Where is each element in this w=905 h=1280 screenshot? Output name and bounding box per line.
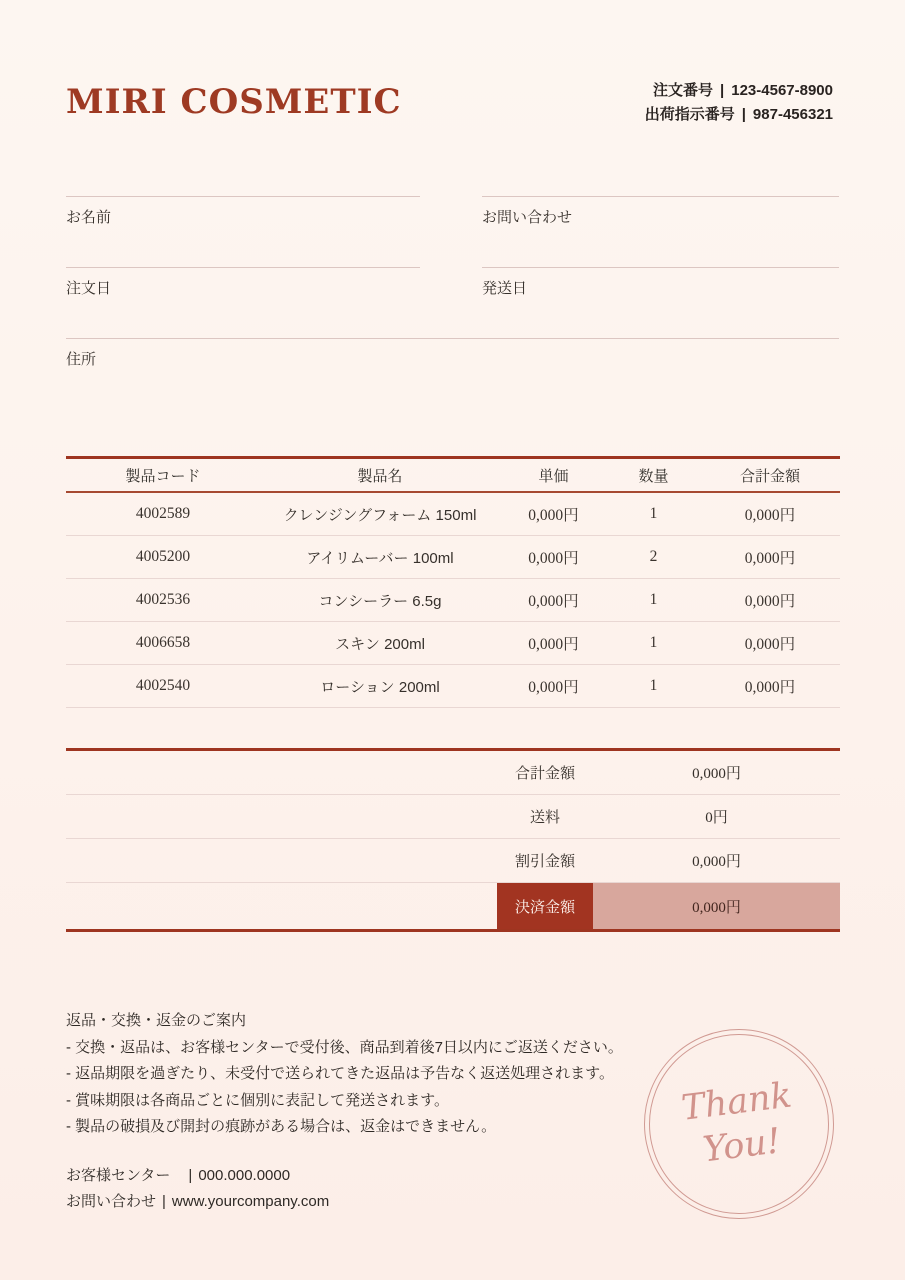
table-row [66, 622, 840, 665]
subtotal-value: 0,000円 [692, 766, 741, 782]
payment-total-value: 0,000円 [593, 883, 840, 929]
cell-unit-price: 0,000円 [528, 507, 579, 524]
cell-quantity: 1 [649, 505, 658, 522]
cell-quantity: 1 [649, 677, 658, 694]
cell-unit-price: 0,000円 [528, 593, 579, 610]
notice-line: - 賞味期限は各商品ごとに個別に表記して発送されます。 [66, 1091, 449, 1109]
notice-title: 返品・交換・返金のご案内 [66, 1012, 247, 1029]
inquiry-contact-label: お問い合わせ [66, 1193, 157, 1210]
divider: | [188, 1167, 193, 1184]
summary-row-discount [66, 839, 840, 883]
cell-product-code: 4006658 [135, 634, 191, 651]
cell-quantity: 1 [649, 591, 658, 608]
col-header-total: 合計金額 [739, 467, 800, 485]
table-row [66, 665, 840, 708]
table-row [66, 579, 840, 622]
customer-center-phone: 000.000.0000 [198, 1167, 291, 1184]
shipping-instruction-line [645, 103, 833, 127]
stamp-line2: You! [700, 1121, 783, 1171]
items-table [66, 456, 840, 708]
cell-unit-price: 0,000円 [528, 636, 579, 653]
name-input-line[interactable] [66, 142, 420, 197]
summary-row-shipping [66, 795, 840, 839]
col-header-product-name: 製品名 [357, 467, 403, 485]
customer-form [66, 142, 839, 368]
shipping-value: 0円 [705, 810, 728, 826]
field-order-date [66, 213, 420, 297]
discount-value: 0,000円 [692, 854, 741, 870]
inquiry-label: お問い合わせ [482, 209, 573, 226]
divider: | [720, 82, 725, 99]
cell-product-name: ローション 200ml [320, 678, 440, 696]
cell-unit-price: 0,000円 [528, 679, 579, 696]
customer-center-label: お客様センター [66, 1167, 171, 1184]
name-label: お名前 [66, 209, 112, 226]
order-meta [645, 79, 833, 127]
shipping-label: 送料 [529, 809, 560, 826]
inquiry-line [66, 1189, 329, 1215]
discount-label: 割引金額 [514, 853, 575, 870]
col-header-quantity: 数量 [638, 467, 669, 485]
divider: | [741, 106, 746, 123]
notice-line: - 返品期限を過ぎたり、未受付で送られてきた返品は予告なく返送処理されます。 [66, 1065, 614, 1082]
cell-unit-price: 0,000円 [528, 550, 579, 567]
order-number-label: 注文番号 [653, 82, 714, 99]
field-address [66, 284, 839, 368]
table-header-row [66, 459, 840, 493]
divider: | [162, 1193, 166, 1210]
cell-total: 0,000円 [744, 593, 796, 610]
table-row [66, 493, 840, 536]
order-date-label: 注文日 [66, 280, 112, 297]
summary-row-payment-total [66, 883, 840, 929]
cell-total: 0,000円 [744, 550, 796, 567]
brand-logo: MIRI COSMETIC [66, 82, 402, 122]
cell-total: 0,000円 [744, 636, 796, 653]
field-inquiry [482, 142, 839, 226]
cell-total: 0,000円 [744, 679, 796, 696]
cell-quantity: 2 [649, 548, 658, 565]
shipping-instruction-label: 出荷指示番号 [644, 106, 735, 123]
col-header-product-code: 製品コード [125, 467, 201, 485]
cell-product-code: 4002589 [135, 505, 191, 522]
cell-product-code: 4002540 [135, 677, 191, 694]
field-ship-date [482, 213, 839, 297]
order-number-line [645, 79, 833, 103]
subtotal-label: 合計金額 [514, 765, 575, 782]
ship-date-label: 発送日 [482, 280, 528, 297]
table-row [66, 536, 840, 579]
cell-product-name: スキン 200ml [335, 635, 425, 653]
address-label: 住所 [66, 351, 97, 368]
ship-date-input-line[interactable] [482, 213, 839, 268]
inquiry-input-line[interactable] [482, 142, 839, 197]
summary-row-subtotal [66, 751, 840, 795]
notice-line: - 製品の破損及び開封の痕跡がある場合は、返金はできません。 [66, 1118, 497, 1135]
order-number-value: 123-4567-8900 [731, 82, 833, 99]
address-input-line[interactable] [66, 284, 839, 339]
cell-product-name: アイリムーバー 100ml [306, 549, 454, 567]
return-policy-notice [66, 1008, 876, 1141]
summary-table [66, 748, 840, 932]
notice-line: - 交換・返品は、お客様センターで受付後、商品到着後7日以内にご返送ください。 [66, 1038, 623, 1056]
cell-total: 0,000円 [744, 507, 796, 524]
customer-center-line [66, 1163, 329, 1189]
company-website-link[interactable]: www.yourcompany.com [171, 1193, 330, 1210]
cell-product-code: 4002536 [135, 591, 191, 608]
cell-product-name: クレンジングフォーム 150ml [283, 506, 477, 524]
field-name [66, 142, 420, 226]
order-date-input-line[interactable] [66, 213, 420, 268]
cell-product-code: 4005200 [135, 548, 191, 565]
cell-quantity: 1 [649, 634, 658, 651]
shipping-instruction-value: 987-456321 [752, 106, 833, 123]
payment-total-label: 決済金額 [497, 883, 593, 929]
stamp-line1: Thank [679, 1075, 794, 1129]
cell-product-name: コンシーラー 6.5g [318, 592, 442, 610]
col-header-unit-price: 単価 [538, 467, 569, 485]
contact-info [66, 1163, 329, 1215]
